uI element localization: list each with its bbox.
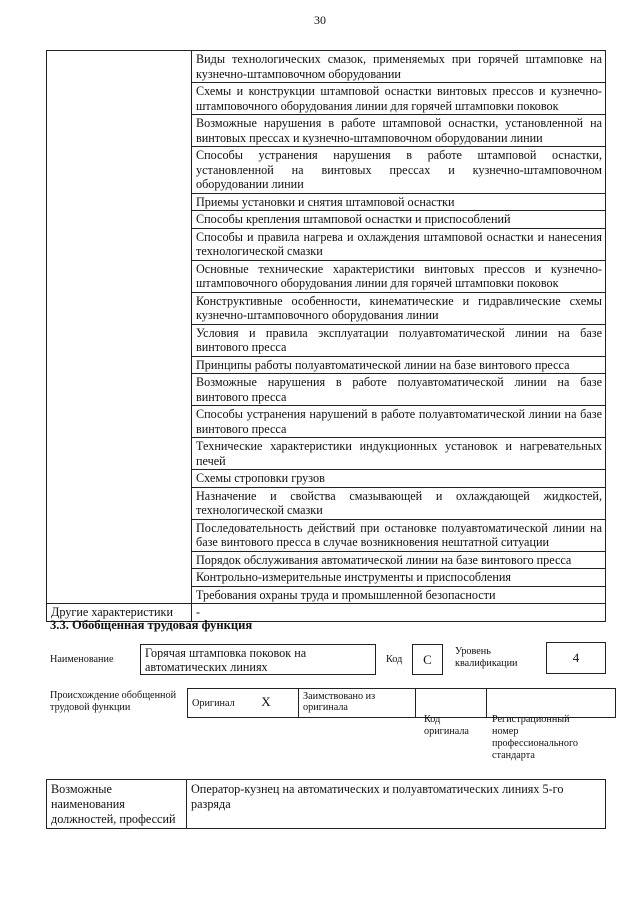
original-mark: X — [261, 694, 271, 709]
knowledge-label-cell — [47, 487, 192, 519]
code-label: Код — [386, 654, 403, 665]
knowledge-row — [47, 586, 606, 604]
knowledge-row — [47, 519, 606, 551]
knowledge-row — [47, 324, 606, 356]
professions-table — [46, 779, 606, 829]
knowledge-table — [46, 50, 606, 622]
knowledge-label-cell — [47, 147, 192, 194]
knowledge-item: Способы крепления штамповой оснастки и приспособлений — [192, 211, 606, 229]
knowledge-label-cell — [47, 324, 192, 356]
professions-value: Оператор-кузнец на автоматических и полуавтоматических линиях 5-го разряда — [187, 780, 606, 829]
knowledge-item: Последовательность действий при остановке полуавтоматической линии на базе винтового пресса в случае возникновения нештатной ситуации — [192, 519, 606, 551]
level-label: Уровень квалификации — [455, 646, 518, 669]
knowledge-item: Принципы работы полуавтоматической линии на базе винтового пресса — [192, 356, 606, 374]
code-field: C — [412, 644, 443, 675]
knowledge-row — [47, 374, 606, 406]
reg-number-label: Регистрационный номер профессионального стандарта — [492, 714, 578, 761]
knowledge-item: Конструктивные особенности, кинематические и гидравлические схемы кузнечно-штамповочного оборудования линии — [192, 292, 606, 324]
knowledge-label-cell — [47, 586, 192, 604]
knowledge-item: Назначение и свойства смазывающей и охлаждающей жидкостей, технологической смазки — [192, 487, 606, 519]
knowledge-row — [47, 51, 606, 83]
knowledge-row — [47, 115, 606, 147]
knowledge-label-cell — [47, 374, 192, 406]
knowledge-row — [47, 260, 606, 292]
knowledge-row — [47, 292, 606, 324]
original-label: Оригинал — [192, 698, 235, 709]
knowledge-item: Виды технологических смазок, применяемых при горячей штамповке на кузнечно-штамповочном оборудовании — [192, 51, 606, 83]
function-name-field: Горячая штамповка поковок на автоматических линиях — [140, 644, 376, 675]
knowledge-row — [47, 147, 606, 194]
knowledge-item: Контрольно-измерительные инструменты и приспособления — [192, 569, 606, 587]
knowledge-table-body — [47, 51, 606, 604]
knowledge-label-cell — [47, 51, 192, 83]
knowledge-row — [47, 193, 606, 211]
other-characteristics-value: - — [192, 604, 606, 622]
knowledge-row — [47, 228, 606, 260]
knowledge-item: Схемы и конструкции штамповой оснастки винтовых прессов и кузнечно-штамповочного оборудования линии для горячей штамповки поковок — [192, 83, 606, 115]
knowledge-item: Способы устранения нарушений в работе полуавтоматической линии на базе винтового пресса — [192, 406, 606, 438]
knowledge-row — [47, 551, 606, 569]
knowledge-row — [47, 438, 606, 470]
knowledge-label-cell — [47, 406, 192, 438]
knowledge-label-cell — [47, 115, 192, 147]
page-number: 30 — [314, 13, 326, 27]
knowledge-label-cell — [47, 569, 192, 587]
knowledge-item: Технические характеристики индукционных установок и нагревательных печей — [192, 438, 606, 470]
knowledge-item: Основные технические характеристики винтовых прессов и кузнечно-штамповочного оборудования линии для горячей штамповки поковок — [192, 260, 606, 292]
knowledge-item: Возможные нарушения в работе полуавтоматической линии на базе винтового пресса — [192, 374, 606, 406]
knowledge-item: Способы и правила нагрева и охлаждения штамповой оснастки и нанесения технологической смазки — [192, 228, 606, 260]
knowledge-item: Приемы установки и снятия штамповой оснастки — [192, 193, 606, 211]
level-field: 4 — [546, 642, 606, 674]
knowledge-row — [47, 356, 606, 374]
knowledge-row — [47, 83, 606, 115]
knowledge-row — [47, 470, 606, 488]
knowledge-label-cell — [47, 83, 192, 115]
knowledge-item: Порядок обслуживания автоматической линии на базе винтового пресса — [192, 551, 606, 569]
knowledge-row — [47, 569, 606, 587]
name-label: Наименование — [50, 654, 114, 665]
knowledge-item: Требования охраны труда и промышленной безопасности — [192, 586, 606, 604]
knowledge-label-cell — [47, 470, 192, 488]
knowledge-label-cell — [47, 551, 192, 569]
knowledge-label-cell — [47, 292, 192, 324]
original-cell — [188, 689, 299, 718]
knowledge-label-cell — [47, 211, 192, 229]
professions-row — [47, 780, 606, 829]
origin-label: Происхождение обобщенной трудовой функции — [50, 690, 177, 713]
borrowed-cell: Заимствовано из оригинала — [299, 689, 416, 718]
professions-label: Возможные наименования должностей, профессий — [47, 780, 187, 829]
code-original-label: Код оригинала — [424, 714, 469, 737]
knowledge-item: Условия и правила эксплуатации полуавтоматической линии на базе винтового пресса — [192, 324, 606, 356]
knowledge-row — [47, 406, 606, 438]
knowledge-item: Возможные нарушения в работе штамповой оснастки, установленной на винтовых прессах и кузнечно-штамповочном оборудовании линии — [192, 115, 606, 147]
other-characteristics-label: Другие характеристики — [47, 604, 192, 622]
knowledge-label-cell — [47, 519, 192, 551]
section-heading: 3.3. Обобщенная трудовая функция — [50, 618, 253, 632]
knowledge-label-cell — [47, 193, 192, 211]
knowledge-label-cell — [47, 260, 192, 292]
knowledge-row — [47, 487, 606, 519]
knowledge-label-cell — [47, 356, 192, 374]
knowledge-label-cell — [47, 438, 192, 470]
knowledge-row — [47, 211, 606, 229]
knowledge-label-cell — [47, 228, 192, 260]
knowledge-item: Способы устранения нарушения в работе штамповой оснастки, установленной на винтовых прессах и кузнечно-штамповочном оборудовании линии — [192, 147, 606, 194]
knowledge-item: Схемы строповки грузов — [192, 470, 606, 488]
